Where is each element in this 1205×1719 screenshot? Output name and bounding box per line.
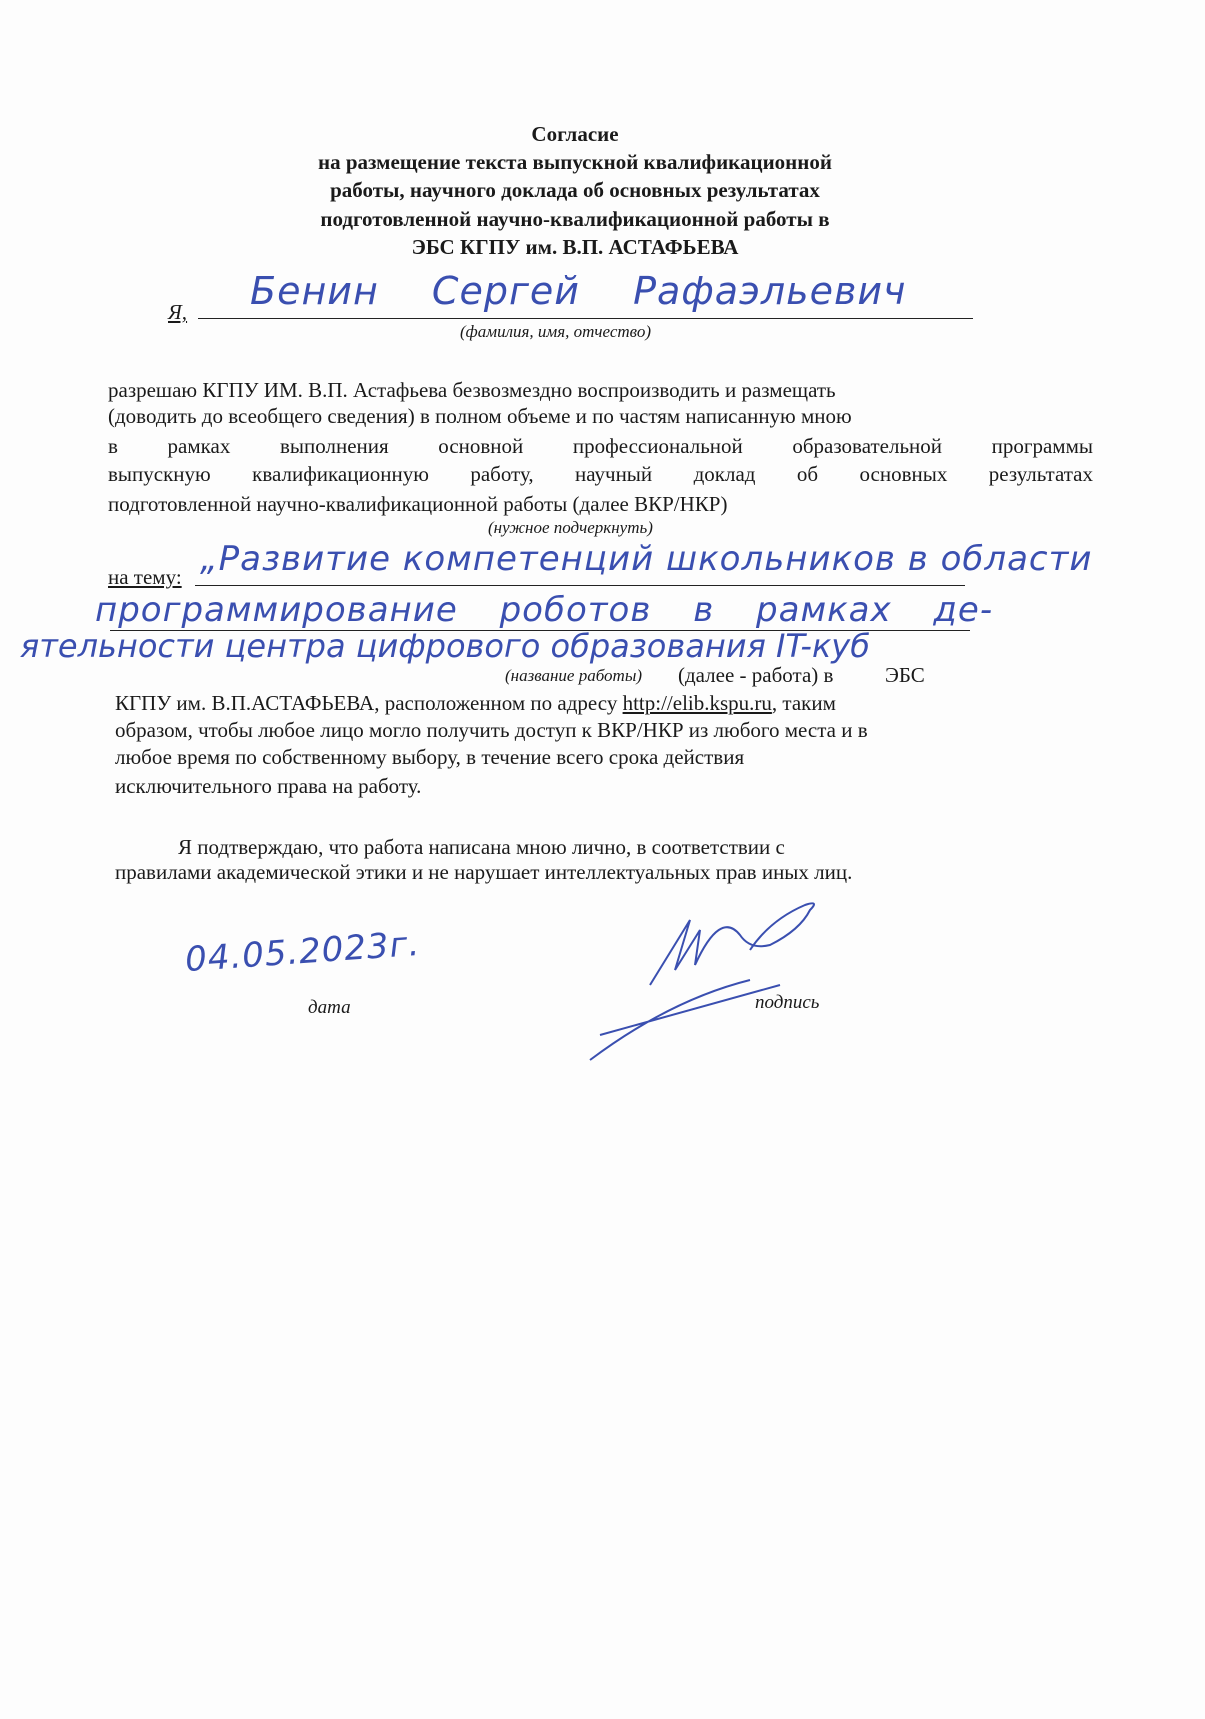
name-caption: (фамилия, имя, отчество) (460, 322, 651, 341)
date-handwritten: 04.05.2023г. (183, 923, 422, 981)
permission-line: разрешаю КГПУ ИМ. В.П. Астафьева безвозмездно воспроизводить и размещать (108, 378, 836, 402)
location-line (115, 691, 836, 716)
topic-handwritten-line: ятельности центра цифрового образования IT-куб (20, 627, 870, 665)
doc-title: Согласие (531, 122, 619, 146)
location-text: КГПУ им. В.П.АСТАФЬЕВА, расположенном по адресу (115, 691, 623, 715)
elib-link[interactable]: http://elib.kspu.ru (622, 691, 772, 715)
doc-subtitle-line: ЭБС КГПУ им. В.П. АСТАФЬЕВА (411, 235, 739, 259)
topic-caption-suffix: (далее - работа) в (678, 663, 834, 687)
doc-subtitle-line: подготовленной научно-квалификационной работы в (320, 207, 830, 231)
location-line: любое время по собственному выбору, в течение всего срока действия (115, 745, 745, 769)
permission-line: подготовленной научно-квалификационной работы (далее ВКР/НКР) (108, 492, 728, 516)
confirmation-line: Я подтверждаю, что работа написана мною лично, в соответствии с (178, 835, 785, 859)
underline-note: (нужное подчеркнуть) (488, 518, 653, 537)
permission-line: (доводить до всеобщего сведения) в полном объеме и по частям написанную мною (108, 404, 852, 428)
signature-caption: подпись (755, 992, 820, 1013)
date-caption: дата (308, 997, 351, 1018)
location-line: исключительного права на работу. (115, 774, 422, 798)
ebs-label: ЭБС (885, 663, 925, 687)
topic-handwritten-line: „Развитие компетенций школьников в области (200, 539, 1093, 579)
name-handwritten: Бенин Сергей Рафаэльевич (250, 269, 907, 313)
topic-caption: (название работы) (505, 666, 642, 685)
doc-subtitle-line: на размещение текста выпускной квалификационной (318, 150, 832, 174)
signature-image (580, 890, 840, 1070)
permission-line: выпускную квалификационную работу, научный доклад об основных результатах (108, 462, 1093, 486)
topic-handwritten-line: программирование роботов в рамках де- (95, 590, 994, 630)
location-text: , таким (771, 691, 836, 715)
confirmation-line: правилами академической этики и не нарушает интеллектуальных прав иных лиц. (115, 860, 853, 884)
name-prefix: Я, (168, 300, 188, 324)
topic-prefix: на тему: (108, 565, 182, 589)
doc-subtitle-line: работы, научного доклада об основных результатах (330, 178, 820, 202)
permission-line: в рамках выполнения основной профессиональной образовательной программы (108, 434, 1093, 458)
location-line: образом, чтобы любое лицо могло получить доступ к ВКР/НКР из любого места и в (115, 718, 868, 742)
